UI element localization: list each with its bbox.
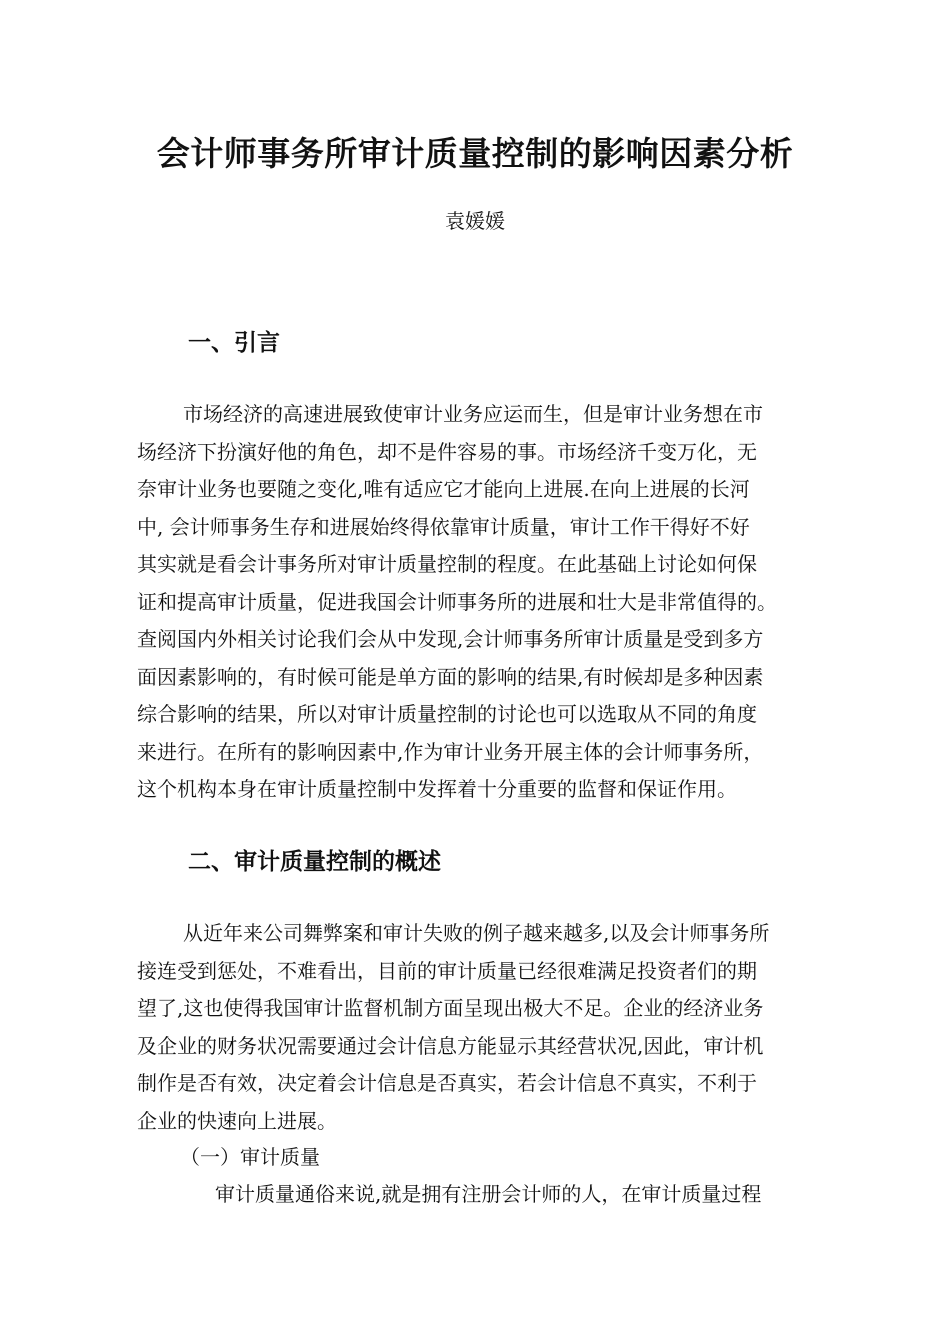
section-heading-overview: 二、审计质量控制的概述	[188, 849, 441, 875]
paragraph-line: 其实就是看会计事务所对审计质量控制的程度。在此基础上讨论如何保	[137, 552, 757, 576]
paragraph-line: 面因素影响的，有时候可能是单方面的影响的结果,有时候却是多种因素	[137, 664, 764, 689]
paragraph-line: 来进行。在所有的影响因素中,作为审计业务开展主体的会计师事务所，	[137, 739, 764, 764]
section-heading-introduction: 一、引言	[188, 330, 280, 356]
overview-paragraph	[137, 915, 837, 1140]
paragraph-line: 场经济下扮演好他的角色，却不是件容易的事。市场经济千变万化，无	[137, 439, 757, 464]
paragraph-line: 从近年来公司舞弊案和审计失败的例子越来越多,以及会计师事务所	[183, 921, 770, 945]
paragraph-line: 制作是否有效，决定着会计信息是否真实，若会计信息不真实，不利于	[137, 1071, 757, 1095]
paragraph-line: 及企业的财务状况需要通过会计信息方能显示其经营状况,因此，审计机	[137, 1033, 764, 1058]
introduction-paragraph	[137, 396, 837, 809]
author-name: 袁媛媛	[445, 209, 505, 233]
document-title: 会计师事务所审计质量控制的影响因素分析	[156, 134, 794, 173]
paragraph-line: 综合影响的结果，所以对审计质量控制的讨论也可以选取从不同的角度	[137, 702, 757, 726]
paragraph-line: 接连受到惩处，不难看出，目前的审计质量已经很难满足投资者们的期	[137, 958, 757, 983]
paragraph-line: 望了,这也使得我国审计监督机制方面呈现出极大不足。企业的经济业务	[137, 996, 764, 1020]
paragraph-line: 证和提高审计质量，促进我国会计师事务所的进展和壮大是非常值得的。	[137, 589, 777, 614]
paragraph-line: 奈审计业务也要随之变化,唯有适应它才能向上进展.在向上进展的长河	[137, 477, 750, 501]
paragraph-line: 企业的快速向上进展。	[137, 1108, 337, 1133]
paragraph-line: 这个机构本身在审计质量控制中发挥着十分重要的监督和保证作用。	[137, 777, 737, 801]
paragraph-line: 中, 会计师事务生存和进展始终得依靠审计质量，审计工作干得好不好	[137, 514, 750, 539]
paragraph-line: 查阅国内外相关讨论我们会从中发现,会计师事务所审计质量是受到多方	[137, 627, 764, 651]
subsection-heading-audit-quality: （一）审计质量	[180, 1145, 320, 1169]
paragraph-line: 审计质量通俗来说,就是拥有注册会计师的人，在审计质量过程	[215, 1182, 762, 1206]
paragraph-line: 市场经济的高速进展致使审计业务应运而生，但是审计业务想在市	[183, 402, 763, 426]
